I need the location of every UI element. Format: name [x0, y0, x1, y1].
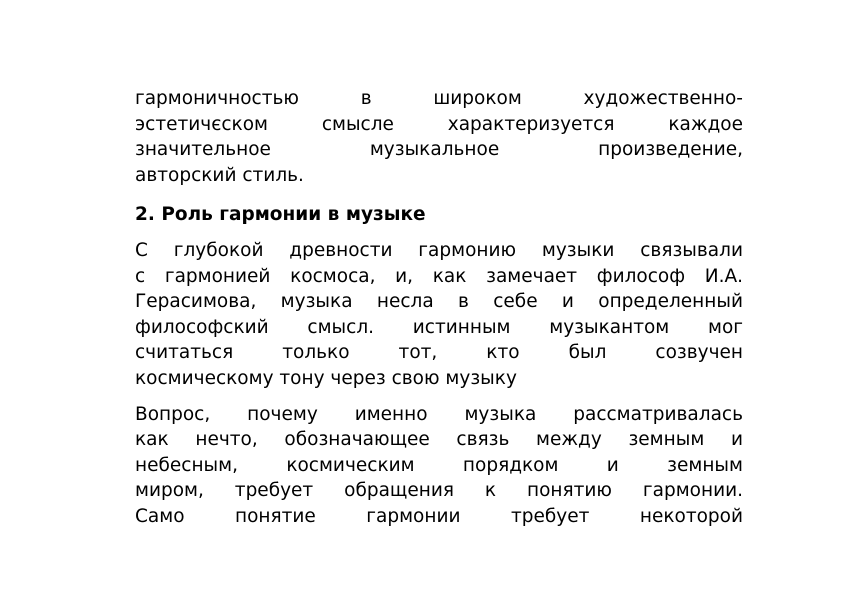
text-line: эстетичєском смысле характеризуется каждое — [135, 113, 743, 135]
text-line: миром, требует обращения к понятию гармонии. — [135, 480, 743, 502]
text-line: гармоничностью в широком художественно- — [135, 88, 743, 109]
paragraph-ancient-harmony — [135, 238, 743, 392]
paragraph-spacer — [135, 392, 743, 402]
text-line: философский смысл. истинным музыкантом мог — [135, 316, 743, 338]
paragraph-harmony-style — [135, 86, 743, 188]
text-line: Вопрос, почему именно музыка рассматривалась — [135, 403, 743, 425]
text-line: Герасимова, музыка несла в себе и определенный — [135, 291, 743, 313]
text-line: Само понятие гармонии требует некоторой — [135, 505, 743, 527]
document-body — [135, 86, 743, 530]
text-line: авторский стиль. — [135, 164, 304, 186]
text-line: как нечто, обозначающее связь между земным и — [135, 429, 743, 451]
text-line: космическому тону через свою музыку — [135, 367, 517, 389]
section-heading: 2. Роль гармонии в музыке — [135, 204, 426, 226]
text-line: значительное музыкальное произведение, — [135, 139, 743, 161]
text-line: считаться только тот, кто был созвучен — [135, 342, 743, 364]
text-line: небесным, космическим порядком и земным — [135, 454, 743, 476]
paragraph-music-question — [135, 402, 743, 530]
text-line: с гармонией космоса, и, как замечает философ И.А. — [135, 265, 743, 287]
text-line: С глубокой древности гармонию музыки связывали — [135, 239, 743, 261]
